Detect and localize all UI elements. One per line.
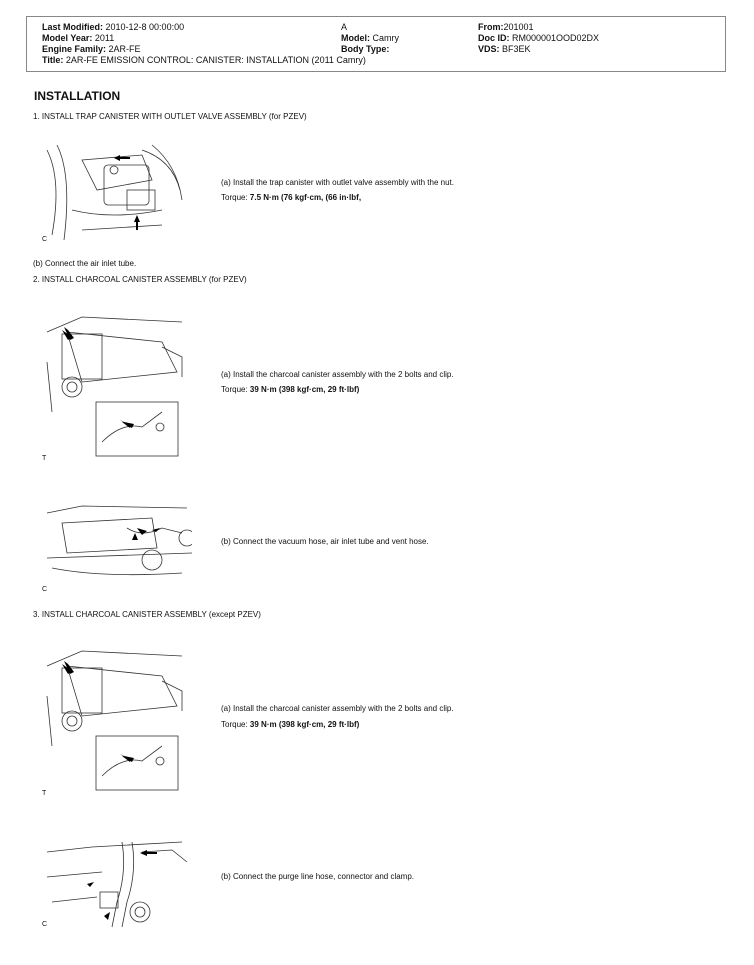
fig2-label: T: [42, 455, 47, 462]
vds: VDS: BF3EK: [478, 44, 531, 54]
step-2a-text: (a) Install the charcoal canister assembly with the 2 bolts and clip.: [221, 370, 454, 379]
fig5-label: C: [42, 921, 48, 928]
step-1b-text: (b) Connect the air inlet tube.: [33, 259, 137, 268]
step-1-title: 1. INSTALL TRAP CANISTER WITH OUTLET VALVE ASSEMBLY (for PZEV): [33, 112, 307, 121]
step-2-title: 2. INSTALL CHARCOAL CANISTER ASSEMBLY (for PZEV): [33, 275, 247, 284]
figure-purge-line-hose: [42, 832, 192, 928]
fig3-label: C: [42, 586, 48, 593]
doc-id: Doc ID: RM000001OOD02DX: [478, 33, 600, 43]
model-year: Model Year: 2011: [42, 33, 115, 43]
figure-charcoal-canister-except-pzev: [42, 646, 192, 791]
engine-family: Engine Family: 2AR-FE: [42, 44, 141, 54]
body-type: Body Type:: [341, 44, 390, 54]
from: From:201001: [478, 22, 534, 32]
step-3-title: 3. INSTALL CHARCOAL CANISTER ASSEMBLY (except PZEV): [33, 610, 261, 619]
last-modified: Last Modified: 2010-12-8 00:00:00: [42, 22, 185, 32]
step-2a-torque: Torque: 39 N·m (398 kgf·cm, 29 ft·lbf): [221, 385, 360, 394]
fig1-label: C: [42, 236, 48, 243]
figure-vacuum-hose: [42, 498, 192, 586]
step-2b-text: (b) Connect the vacuum hose, air inlet tube and vent hose.: [221, 537, 429, 546]
step-1a-torque: Torque: 7.5 N·m (76 kgf·cm, (66 in·lbf,: [221, 193, 362, 202]
step-1a-text: (a) Install the trap canister with outlet valve assembly with the nut.: [221, 178, 454, 187]
figure-charcoal-canister-pzev: [42, 312, 192, 457]
step-3a-text: (a) Install the charcoal canister assembly with the 2 bolts and clip.: [221, 704, 454, 713]
header-col2-top: A: [341, 22, 348, 32]
figure-trap-canister: [42, 140, 184, 244]
model: Model: Camry: [341, 33, 400, 43]
doc-title: Title: 2AR-FE EMISSION CONTROL: CANISTER: INSTALLATION (2011 Camry): [42, 55, 366, 65]
fig4-label: T: [42, 790, 47, 797]
step-3b-text: (b) Connect the purge line hose, connector and clamp.: [221, 872, 415, 881]
document-header: [26, 16, 726, 72]
step-3a-torque: Torque: 39 N·m (398 kgf·cm, 29 ft·lbf): [221, 720, 360, 729]
section-heading: INSTALLATION: [34, 89, 121, 103]
